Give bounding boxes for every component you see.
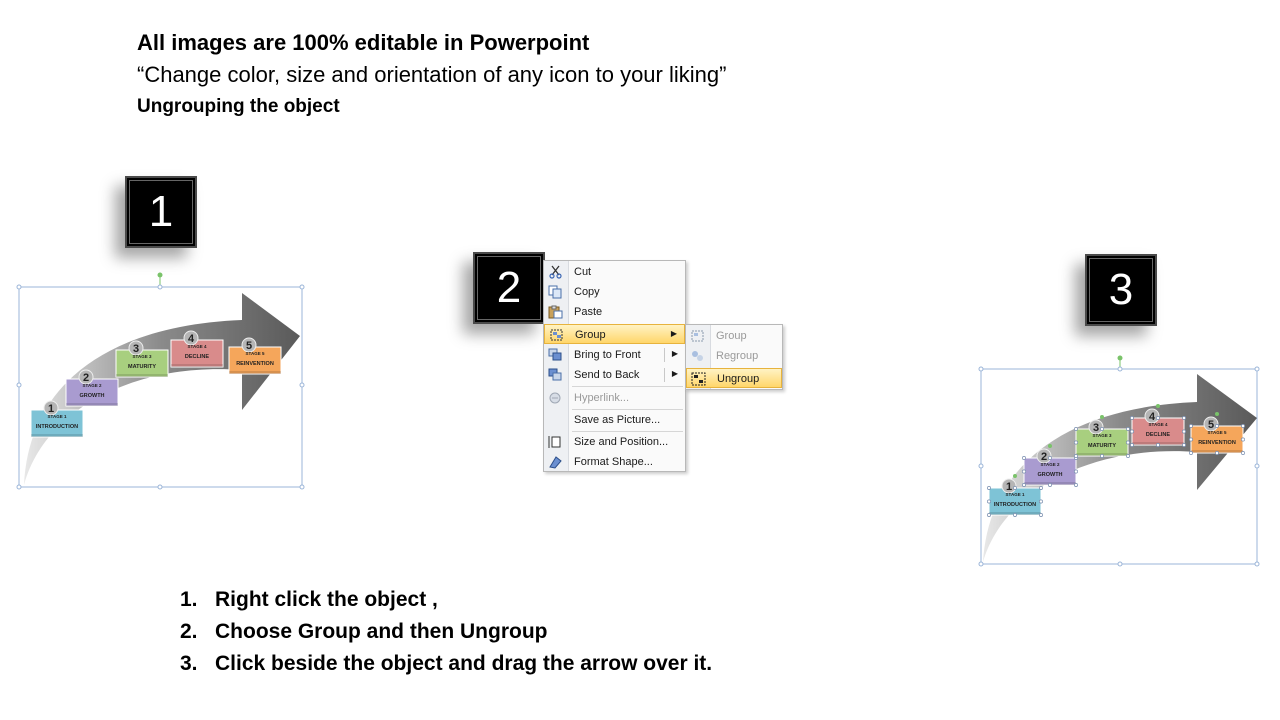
stage-number: 4: [187, 333, 195, 345]
step-number-1: 1: [148, 187, 174, 236]
stage-name: GROWTH: [1037, 472, 1063, 478]
stage-label: STAGE 5: [1207, 430, 1227, 435]
stage-label: STAGE 4: [187, 344, 207, 349]
stage-label: STAGE 2: [1040, 462, 1060, 467]
instruction-list: [180, 588, 712, 684]
group-submenu: [685, 324, 783, 390]
bring-to-front-icon: [548, 348, 563, 362]
ungrouped-arrow-diagram[interactable]: [975, 352, 1265, 570]
submenu-item-group[interactable]: Group: [686, 326, 782, 346]
stage-name: MATURITY: [1087, 443, 1117, 449]
context-menu: [543, 260, 686, 472]
headline-ungrouping: Ungrouping the object: [137, 96, 340, 117]
step-number-2: 2: [496, 263, 522, 312]
menu-item-format-shape[interactable]: Format Shape...: [544, 452, 685, 472]
submenu-item-ungroup[interactable]: Ungroup: [686, 368, 782, 388]
rotation-handle: [1013, 474, 1017, 478]
curved-arrow: [24, 293, 300, 485]
stage-number: 5: [1207, 419, 1215, 431]
stage-label: STAGE 1: [47, 414, 67, 419]
stage-label: STAGE 1: [1005, 492, 1025, 497]
step-number-3: 3: [1108, 265, 1134, 314]
stage-label: STAGE 2: [82, 383, 102, 388]
regroup-icon: [690, 349, 705, 363]
send-to-back-icon: [548, 368, 563, 382]
step-number-box-3: [1085, 254, 1157, 326]
group-icon: [690, 329, 705, 343]
stage-name: INTRODUCTION: [993, 502, 1037, 508]
stage-number: 3: [132, 343, 140, 355]
stage-name: DECLINE: [1145, 432, 1171, 438]
menu-item-save-as-picture[interactable]: Save as Picture...: [574, 414, 661, 426]
rotation-handle: [1215, 412, 1219, 416]
stage-name: MATURITY: [127, 364, 157, 370]
stage-name: GROWTH: [79, 393, 105, 399]
stage-number: 2: [1040, 451, 1048, 463]
stage-name: REINVENTION: [236, 361, 274, 367]
instruction-item-1: 1. Right click the object ,: [180, 588, 438, 611]
stage-label: STAGE 5: [245, 351, 265, 356]
stage-number: 5: [245, 340, 253, 352]
instruction-item-3: 3. Click beside the object and drag the arrow over it.: [180, 652, 713, 675]
menu-item-group[interactable]: Group ▶: [544, 324, 685, 344]
rotation-handle: [158, 273, 163, 278]
stage-name: INTRODUCTION: [35, 424, 79, 430]
menu-item-cut[interactable]: Cut: [544, 262, 685, 282]
submenu-item-regroup[interactable]: Regroup: [686, 346, 782, 366]
copy-icon: [548, 285, 563, 299]
rotation-handle: [1100, 415, 1104, 419]
grouped-arrow-diagram[interactable]: [14, 270, 309, 492]
step-number-box-2: [473, 252, 545, 324]
stage-label: STAGE 3: [132, 354, 152, 359]
instruction-item-2: 2. Choose Group and then Ungroup: [180, 620, 548, 643]
stage-number: 4: [1148, 411, 1156, 423]
step-number-box-1: [125, 176, 197, 248]
stage-label: STAGE 3: [1092, 433, 1112, 438]
stage-number: 3: [1092, 422, 1100, 434]
menu-item-paste[interactable]: Paste: [544, 302, 685, 322]
submenu-arrow-icon: ▶: [671, 349, 678, 358]
rotation-handle: [1118, 356, 1123, 361]
headline-editable: All images are 100% editable in Powerpoint: [137, 30, 590, 55]
hyperlink-icon: [548, 391, 563, 405]
group-icon: [549, 328, 564, 342]
submenu-arrow-icon: ▶: [671, 369, 678, 378]
menu-item-hyperlink[interactable]: Hyperlink...: [544, 388, 685, 408]
headline-change-color: “Change color, size and orientation of any icon to your liking”: [137, 62, 727, 87]
menu-item-send-to-back[interactable]: Send to Back ▶: [544, 365, 685, 385]
paste-icon: [548, 305, 563, 319]
menu-item-copy[interactable]: Copy: [544, 282, 685, 302]
stage-number: 1: [1005, 481, 1013, 493]
stage-name: DECLINE: [184, 354, 210, 360]
menu-item-bring-to-front[interactable]: Bring to Front ▶: [544, 345, 685, 365]
ungroup-icon: [691, 372, 706, 386]
scissors-icon: [548, 265, 563, 279]
stage-number: 1: [47, 403, 55, 415]
size-position-icon: [548, 435, 563, 449]
format-shape-icon: [548, 455, 563, 469]
menu-item-size-and-position[interactable]: Size and Position...: [544, 432, 685, 452]
rotation-handle: [1156, 404, 1160, 408]
rotation-handle: [1048, 444, 1052, 448]
submenu-arrow-icon: ▶: [670, 329, 677, 338]
stage-number: 2: [82, 372, 90, 384]
stage-label: STAGE 4: [1148, 422, 1168, 427]
stage-name: REINVENTION: [1198, 440, 1236, 446]
